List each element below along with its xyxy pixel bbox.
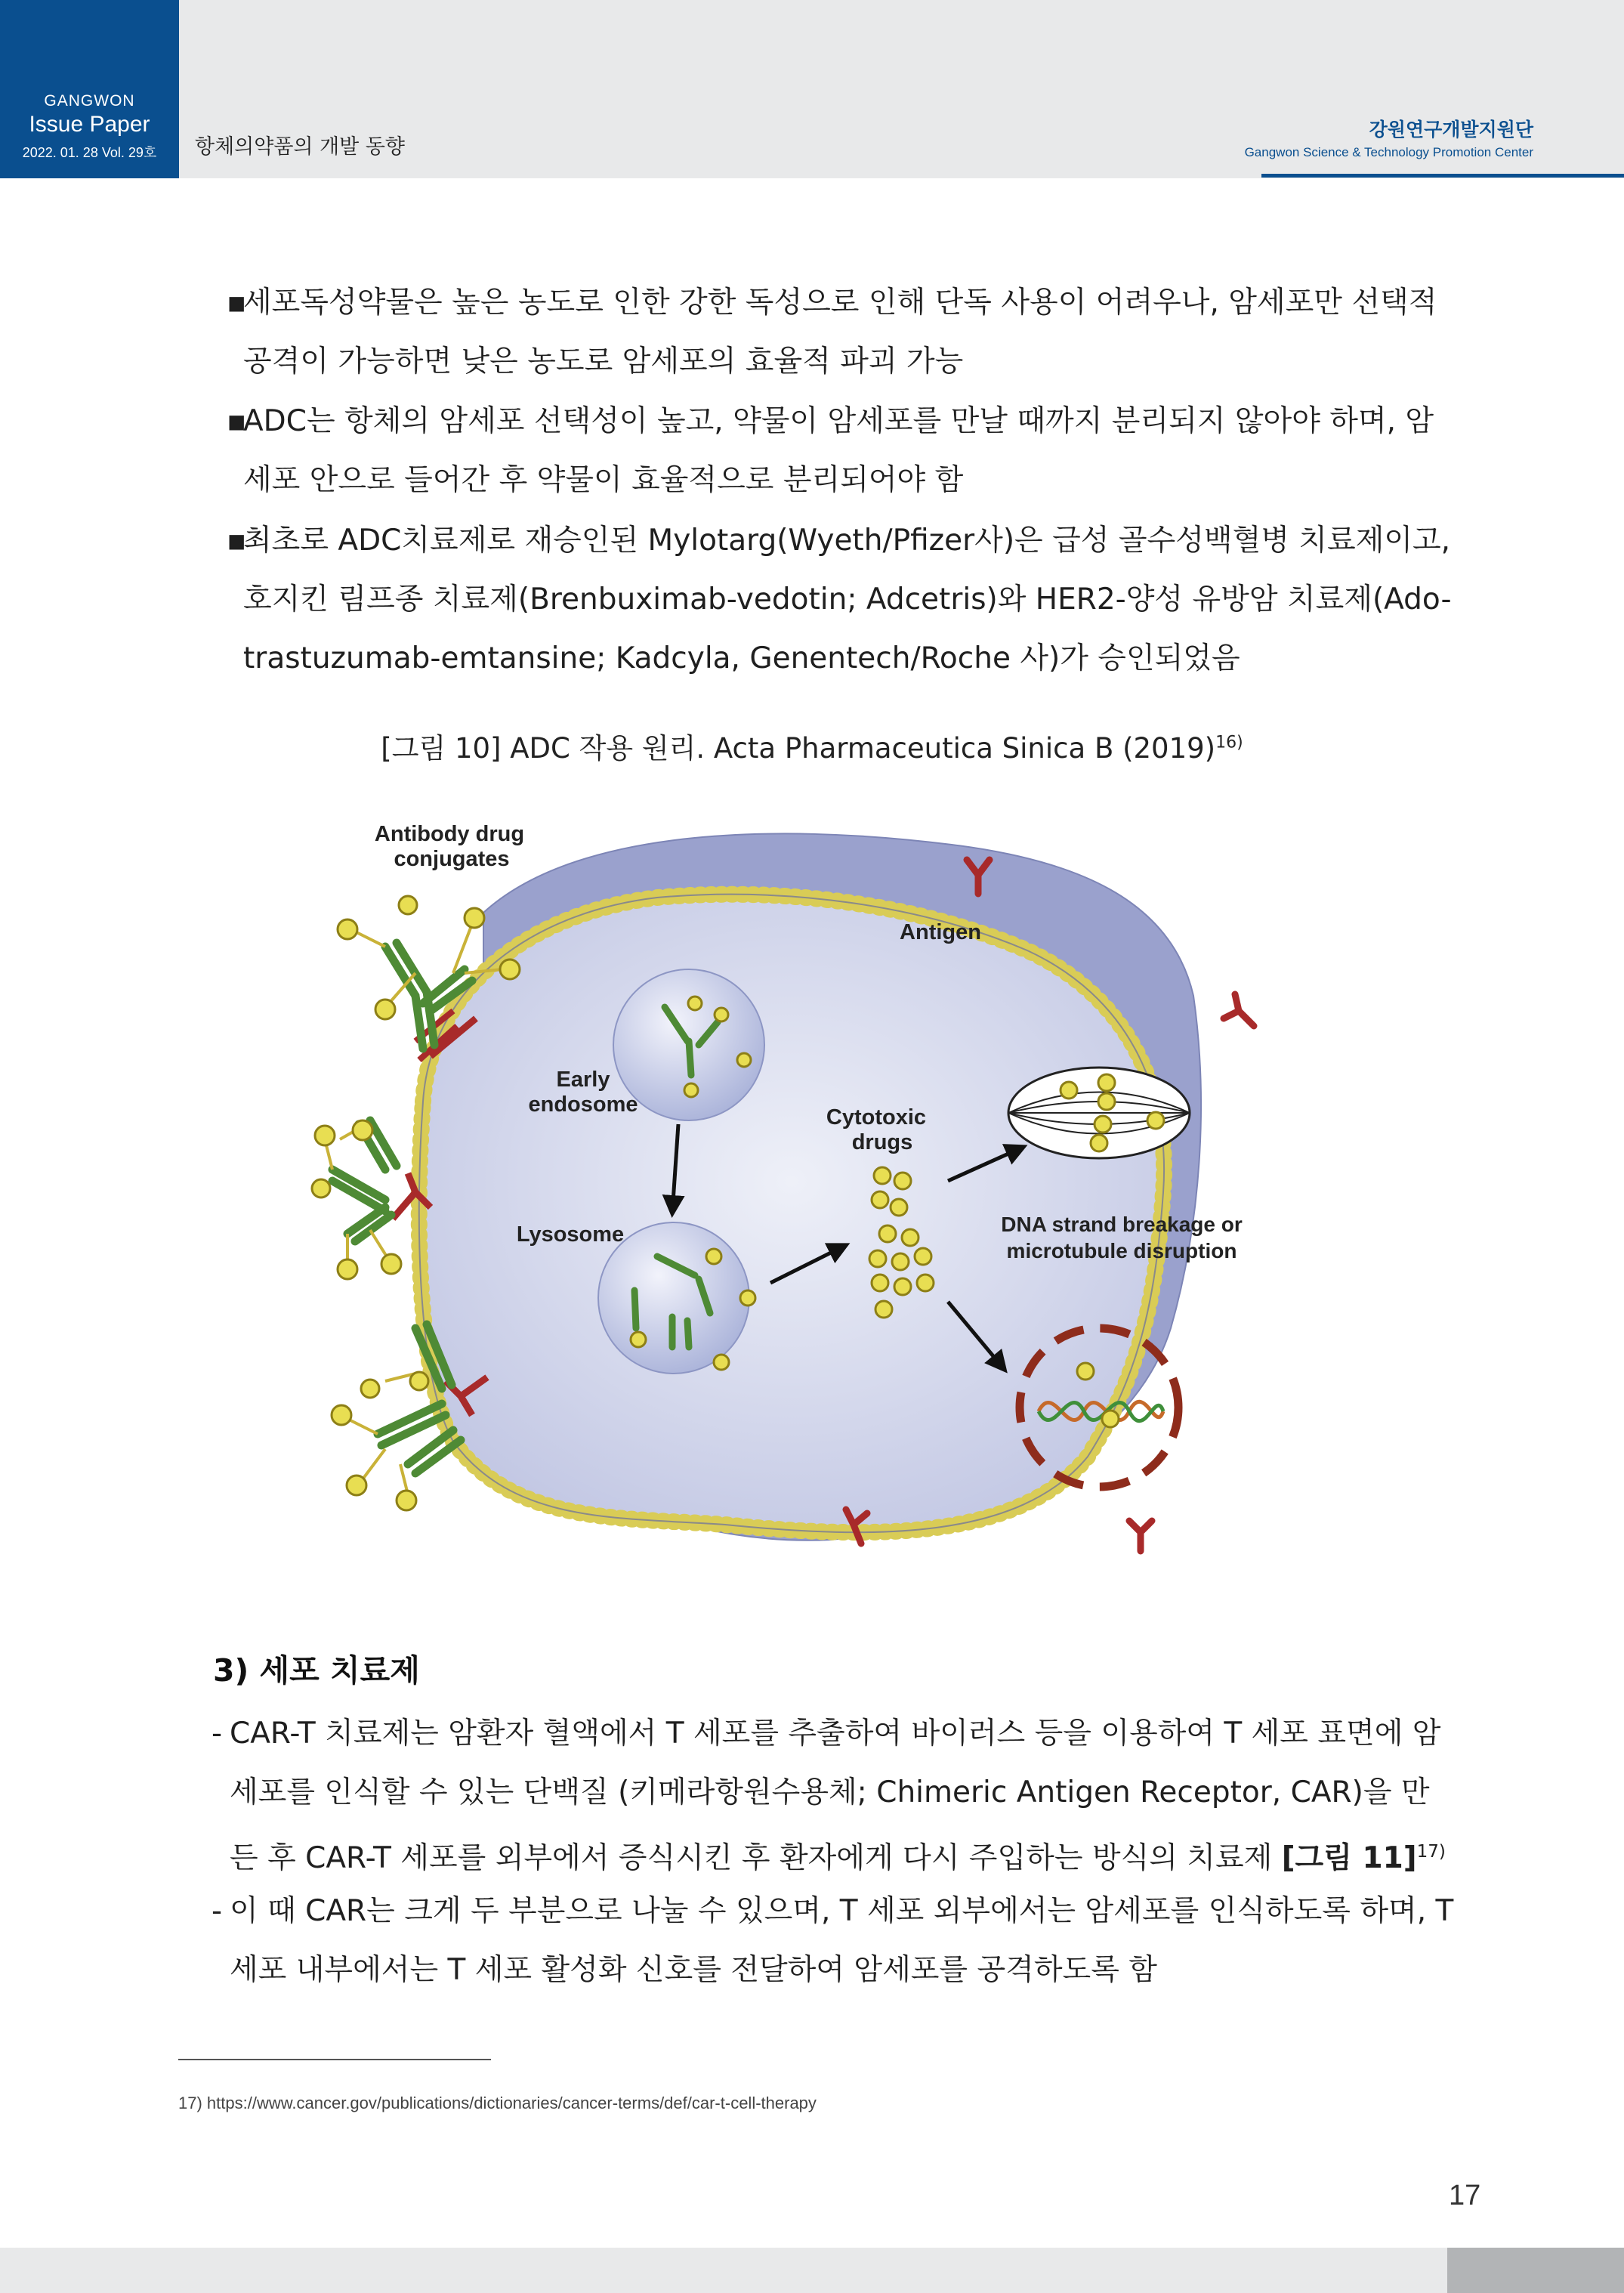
figure-caption [0,725,1624,766]
footnote-divider [178,2059,491,2060]
page-header [0,0,1624,178]
header-accent-line [1261,174,1624,178]
label-adc-line2: conjugates [394,847,510,871]
bullet-text: 최초로 ADC치료제로 재승인된 Mylotarg(Wyeth/Pfizer사)은 급성 골수성백혈병 치료제이고, 호지킨 림프종 치료제(Brenbuximab-vedotin; Adcetris)와 HER2-양성 유방암 치료제(Ado-trastuzumab-emtansine; Kadcyla, Genentech/Roche 사)가 승인되었음 [243,524,1452,675]
label-endosome-line2: endosome [528,1092,638,1117]
figure-caption-text: [그림 10] ADC 작용 원리. Acta Pharmaceutica Sinica B (2019) [381,732,1216,765]
brand-region: GANGWON [44,92,135,110]
section-heading: 3) 세포 치료제 [213,1652,420,1689]
bullet-marker: ▪ [227,286,247,320]
bullet-text: ADC는 항체의 암세포 선택성이 높고, 약물이 암세포를 만날 때까지 분리되지 않아야 하며, 암 세포 안으로 들어간 후 약물이 효율적으로 분리되어야 함 [243,404,1434,497]
brand-date-volume: 2022. 01. 28 Vol. 29호 [22,145,157,160]
list-item [211,1882,1458,2000]
figure-caption-ref: 16) [1215,733,1243,752]
label-dna-line2: microtubule disruption [1006,1239,1237,1262]
label-cytotoxic-line1: Cytotoxic [826,1105,927,1130]
bullet-item [227,273,1458,391]
label-lysosome: Lysosome [516,1222,625,1247]
page-number: 17 [1449,2180,1481,2211]
label-endosome-line1: Early [556,1068,610,1092]
footer-bar-accent [1447,2248,1624,2293]
footnote-ref: 17) [1416,1842,1446,1862]
dash-marker: - [211,1894,223,1928]
mitotic-spindle [1008,1068,1190,1158]
bullet-item [227,392,1458,510]
running-title: 항체의약품의 개발 동향 [195,135,405,159]
dash-marker: - [211,1717,223,1751]
footnote: 17) https://www.cancer.gov/publications/dictionaries/cancer-terms/def/car-t-cell-therapy [178,2094,817,2112]
list-item-text: CAR-T 치료제는 암환자 혈액에서 T 세포를 추출하여 바이러스 등을 이용하여 T 세포 표면에 암세포를 인식할 수 있는 단백질 (키메라항원수용체; Chimeric Antigen Receptor, CAR)을 만든 후 CAR-T 세포를 외부에서 증식시킨 후 환자에게 다시 주입하는 방식의 치료제 [230,1717,1441,1875]
figure-reference: [그림 11] [1281,1841,1417,1875]
label-adc-line1: Antibody drug [374,822,525,846]
footer-bar [0,2248,1447,2293]
label-dna-line1: DNA strand breakage or [1001,1213,1243,1236]
label-cytotoxic-line2: drugs [851,1130,913,1154]
bullet-item [227,511,1458,688]
list-item-text: 이 때 CAR는 크게 두 부분으로 나눌 수 있으며, T 세포 외부에서는 암세포를 인식하도록 하며, T 세포 내부에서는 T 세포 활성화 신호를 전달하여 암세포를 공격하도록 함 [230,1894,1454,1987]
adc-mechanism-figure [302,799,1329,1600]
organization-name: 강원연구개발지원단 [1369,119,1533,141]
brand-title: Issue Paper [29,112,150,137]
label-antigen: Antigen [900,920,981,944]
organization-subtitle: Gangwon Science & Technology Promotion Center [1244,145,1533,159]
bullet-marker: ▪ [227,404,247,438]
issue-paper-brand [0,0,179,178]
bullet-text: 세포독성약물은 높은 농도로 인한 강한 독성으로 인해 단독 사용이 어려우나, 암세포만 선택적 공격이 가능하면 낮은 농도로 암세포의 효율적 파괴 가능 [243,286,1437,379]
list-item [211,1704,1458,1888]
bullet-marker: ▪ [227,524,247,558]
